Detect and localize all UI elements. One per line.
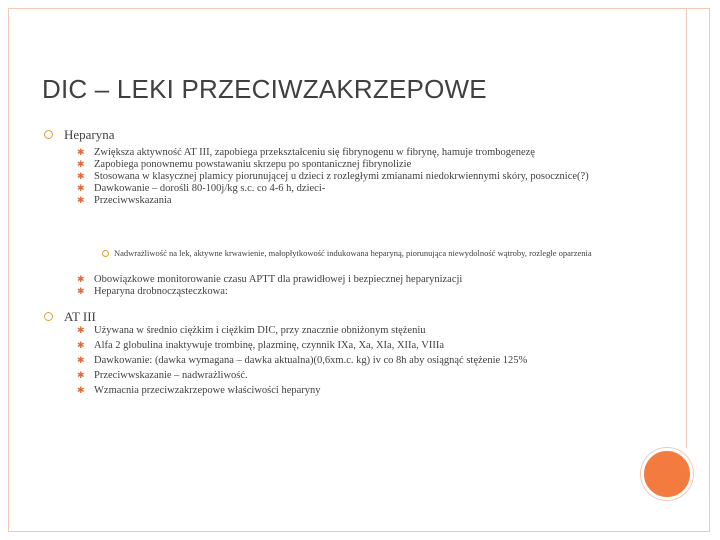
list-item <box>114 249 614 258</box>
bullet-arrow-icon: ✱ <box>77 341 85 351</box>
circle-bullet-icon <box>102 250 109 257</box>
bullet-arrow-icon: ✱ <box>77 275 85 285</box>
list-item <box>77 340 594 351</box>
heparyna-list <box>77 147 594 207</box>
section-heading-heparyna <box>64 127 115 143</box>
bullet-arrow-icon: ✱ <box>77 148 85 158</box>
circle-bullet-icon <box>44 312 53 321</box>
bullet-arrow-icon: ✱ <box>77 371 85 381</box>
list-item-text: Stosowana w klasycznej plamicy piorunującej u dzieci z rozległymi zmianami niedokrwiennymi skóry, posocznice(?) <box>94 171 589 182</box>
bullet-arrow-icon: ✱ <box>77 196 85 206</box>
decorative-line <box>686 8 687 448</box>
bullet-arrow-icon: ✱ <box>77 160 85 170</box>
list-item-text: Przeciwwskazanie – nadwrażliwość. <box>94 370 248 381</box>
list-item-text: Alfa 2 globulina inaktywuje trombinę, plazminę, czynnik IXa, Xa, XIa, XIIa, VIIIa <box>94 340 444 351</box>
list-item <box>77 385 594 396</box>
bullet-arrow-icon: ✱ <box>77 326 85 336</box>
list-item <box>77 171 594 182</box>
list-item <box>77 355 594 366</box>
list-item-text: Heparyna drobnocząsteczkowa: <box>94 286 228 297</box>
list-item-text: Zapobiega ponownemu powstawaniu skrzepu po spontanicznej fibrynolizie <box>94 159 412 170</box>
heparyna-list-continued <box>77 274 594 298</box>
list-item <box>77 370 594 381</box>
list-item-text: Dawkowanie – dorośli 80-100j/kg s.c. co 4-6 h, dzieci- <box>94 183 326 194</box>
bullet-arrow-icon: ✱ <box>77 287 85 297</box>
przeciwwskazania-list <box>114 249 614 258</box>
list-item <box>77 147 594 158</box>
list-item-text: Dawkowanie: (dawka wymagana – dawka aktualna)(0,6xm.c. kg) iv co 8h aby osiągnąć stężenie 125% <box>94 355 528 366</box>
list-item-text: Używana w średnio ciężkim i ciężkim DIC, przy znacznie obniżonym stężeniu <box>94 325 426 336</box>
bullet-arrow-icon: ✱ <box>77 386 85 396</box>
list-item-text: Przeciwwskazania <box>94 195 172 206</box>
slide-title: DIC – LEKI PRZECIWZAKRZEPOWE <box>42 74 487 104</box>
list-item <box>77 274 594 285</box>
list-item <box>77 286 594 297</box>
list-item <box>77 195 594 206</box>
list-item-text: Obowiązkowe monitorowanie czasu APTT dla prawidłowej i bezpiecznej heparynizacji <box>94 274 463 285</box>
list-item <box>77 325 594 336</box>
decorative-circle <box>641 448 693 500</box>
section-heading-text: Heparyna <box>64 127 115 142</box>
section-heading-at-iii <box>64 309 96 325</box>
list-item-text: Wzmacnia przeciwzakrzepowe właściwości heparyny <box>94 385 321 396</box>
list-item-text: Zwiększa aktywność AT III, zapobiega przekształceniu się fibrynogenu w fibrynę, hamuje trombogenezę <box>94 147 535 158</box>
at-iii-list <box>77 325 594 397</box>
section-heading-text: AT III <box>64 309 96 324</box>
circle-bullet-icon <box>44 130 53 139</box>
bullet-arrow-icon: ✱ <box>77 184 85 194</box>
list-item-text: Nadwrażliwość na lek, aktywne krwawienie, małopłytkowość indukowana heparyną, piorunująca niewydolność wątroby, rozległe oparzenia <box>114 248 592 258</box>
list-item <box>77 159 594 170</box>
bullet-arrow-icon: ✱ <box>77 172 85 182</box>
bullet-arrow-icon: ✱ <box>77 356 85 366</box>
list-item <box>77 183 594 194</box>
